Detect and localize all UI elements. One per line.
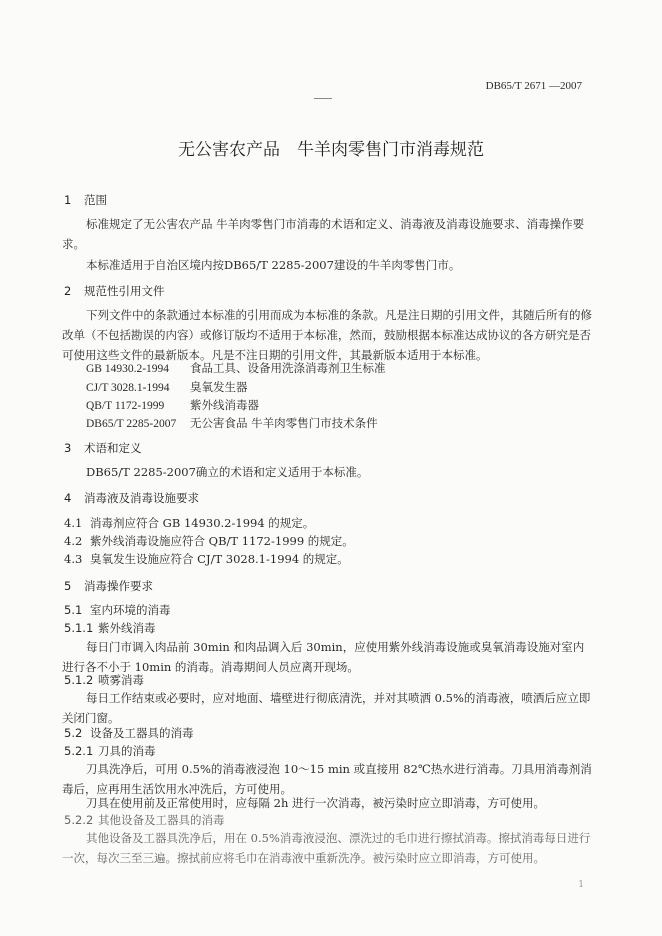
subsection-title: 刀具的消毒 (98, 744, 156, 758)
subsection-number: 5.1.1 (64, 621, 94, 635)
reference-name: 臭氧发生器 (190, 380, 248, 394)
section-number: 4 (64, 491, 72, 505)
section-4-heading (64, 490, 199, 506)
reference-row (86, 397, 259, 413)
reference-row (86, 360, 386, 376)
section-number: 2 (64, 284, 72, 298)
clause-number: 4.2 (64, 534, 83, 548)
reference-row (86, 379, 248, 395)
section-title: 消毒操作要求 (84, 579, 153, 593)
section-3-paragraph: DB65/T 2285-2007确立的术语和定义适用于本标准。 (86, 465, 369, 479)
subsection-number: 5.1.2 (64, 673, 94, 687)
reference-name: 食品工具、设备用洗涤消毒剂卫生标准 (190, 361, 386, 375)
section-5-heading (64, 578, 153, 594)
subsection-5-2-heading (64, 725, 194, 741)
subsection-5-1-1-heading (64, 620, 156, 636)
subsection-5-1-heading (64, 602, 171, 618)
reference-name: 无公害食品 牛羊肉零售门市技术条件 (190, 416, 378, 430)
reference-code: GB 14930.2-1994 (86, 363, 170, 375)
section-number: 1 (64, 193, 72, 207)
subsection-5-2-1-heading (64, 743, 156, 759)
section-1-paragraph-1: 标准规定了无公害农产品 牛羊肉零售门市消毒的术语和定义、消毒液及消毒设施要求、消毒操作要求。 (62, 217, 585, 251)
subsection-5-2-1-paragraph-2: 刀具在使用前及正常使用时，应每隔 2h 进行一次消毒，被污染时应立即消毒，方可使用。 (86, 796, 546, 810)
section-2-heading (64, 283, 165, 299)
subsection-5-2-1-paragraph-1: 刀具洗净后，可用 0.5%的消毒液浸泡 10～15 min 或直接用 82℃热水进行消毒。刀具用消毒剂消毒后，应再用生活饮用水冲洗后，方可使用。 (62, 762, 592, 796)
clause-number: 4.3 (64, 552, 83, 566)
reference-row (86, 415, 378, 431)
clause-text: 臭氧发生设施应符合 CJ/T 3028.1-1994 的规定。 (90, 552, 349, 566)
section-1-heading (64, 192, 107, 208)
reference-name: 紫外线消毒器 (190, 398, 259, 412)
subsection-number: 5.2.1 (64, 744, 94, 758)
subsection-5-1-2-heading (64, 672, 144, 688)
subsection-number: 5.2.2 (64, 813, 94, 827)
subsection-title: 喷雾消毒 (98, 673, 144, 687)
subsection-number: 5.2 (64, 726, 83, 740)
document-title: 无公害农产品 牛羊肉零售门市消毒规范 (178, 140, 484, 160)
subsection-title: 室内环境的消毒 (90, 603, 171, 617)
subsection-5-1-2-paragraph: 每日工作结束或必要时，应对地面、墙壁进行彻底清洗，并对其喷洒 0.5%的消毒液，喷洒后应立即关闭门窗。 (62, 691, 591, 725)
section-title: 术语和定义 (84, 441, 142, 455)
section-1-paragraph-2: 本标准适用于自治区境内按DB65/T 2285-2007建设的牛羊肉零售门市。 (86, 258, 461, 272)
header-rule (314, 98, 332, 99)
section-title: 消毒液及消毒设施要求 (84, 491, 199, 505)
section-title: 规范性引用文件 (84, 284, 165, 298)
section-number: 3 (64, 441, 72, 455)
subsection-number: 5.1 (64, 603, 83, 617)
page-number: 1 (578, 880, 584, 890)
section-3-heading (64, 440, 142, 456)
clause-4-2 (64, 533, 354, 549)
subsection-5-1-1-paragraph: 每日门市调入肉品前 30min 和肉品调入后 30min，应使用紫外线消毒设施或臭氧消毒设施对室内进行各不小于 10min 的消毒。消毒期间人员应离开现场。 (62, 640, 585, 674)
reference-code: DB65/T 2285-2007 (86, 418, 177, 430)
clause-text: 消毒剂应符合 GB 14930.2-1994 的规定。 (90, 516, 315, 530)
subsection-title: 紫外线消毒 (98, 621, 156, 635)
reference-code: QB/T 1172-1999 (86, 400, 165, 412)
section-title: 范围 (84, 193, 107, 207)
reference-code: CJ/T 3028.1-1994 (86, 382, 170, 394)
clause-text: 紫外线消毒设施应符合 QB/T 1172-1999 的规定。 (90, 534, 354, 548)
clause-4-3 (64, 551, 349, 567)
clause-number: 4.1 (64, 516, 83, 530)
standard-code: DB65/T 2671 —2007 (485, 80, 582, 92)
subsection-title: 其他设备及工器具的消毒 (98, 813, 225, 827)
clause-4-1 (64, 515, 314, 531)
section-2-paragraph: 下列文件中的条款通过本标准的引用而成为本标准的条款。凡是注日期的引用文件，其随后所有的修改单（不包括勘误的内容）或修订版均不适用于本标准，然而，鼓励根据本标准达成协议的各方研究是否可使用这些文件的最新版本。凡是不注日期的引用文件，其最新版本适用于本标准。 (62, 308, 592, 362)
subsection-5-2-2-heading (64, 812, 225, 828)
section-number: 5 (64, 579, 72, 593)
subsection-title: 设备及工器具的消毒 (90, 726, 194, 740)
subsection-5-2-2-paragraph: 其他设备及工器具洗净后，用在 0.5%消毒液浸泡、漂洗过的毛巾进行擦拭消毒。擦拭消毒每日进行一次，每次三至三遍。擦拭前应将毛巾在消毒液中重新洗净。被污染时应立即消毒，方可使用。 (62, 831, 591, 865)
